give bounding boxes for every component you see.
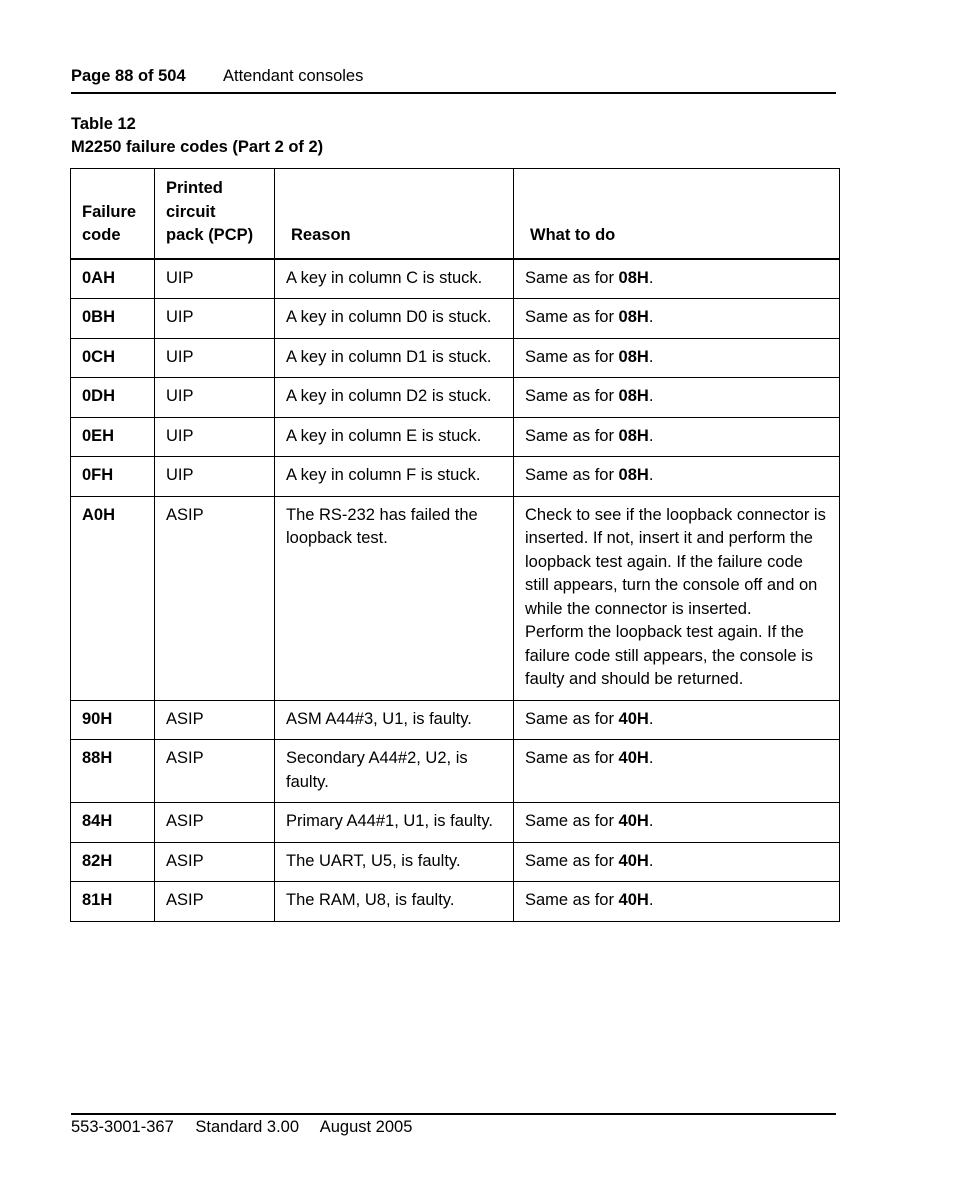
action-reference: 08H (618, 426, 649, 445)
action-cell: Same as for 40H. (514, 803, 840, 843)
table-row (71, 842, 840, 882)
table-row (71, 700, 840, 740)
page-footer (71, 1113, 836, 1137)
reason-cell: A key in column D1 is stuck. (275, 338, 514, 378)
action-paragraph: Perform the loopback test again. If the failure code still appears, the console is faulty and should be returned. (525, 623, 813, 688)
pcp-cell: ASIP (155, 496, 275, 700)
pcp-cell: ASIP (155, 700, 275, 740)
failure-code: 88H (71, 740, 155, 803)
reason-cell: A key in column E is stuck. (275, 417, 514, 457)
table-number: Table 12 (71, 115, 136, 133)
header-what-to-do: What to do (514, 169, 840, 259)
failure-code: 0BH (71, 299, 155, 339)
header-pcp: Printed circuit pack (PCP) (155, 169, 275, 259)
action-cell: Same as for 40H. (514, 740, 840, 803)
failure-code: 0CH (71, 338, 155, 378)
table-row (71, 803, 840, 843)
failure-code: A0H (71, 496, 155, 700)
pcp-cell: UIP (155, 299, 275, 339)
action-reference: 08H (618, 347, 649, 366)
reason-cell: A key in column D2 is stuck. (275, 378, 514, 418)
pcp-cell: ASIP (155, 882, 275, 922)
document-number: 553-3001-367 (71, 1118, 174, 1136)
table-row (71, 378, 840, 418)
failure-code: 0DH (71, 378, 155, 418)
pcp-cell: UIP (155, 338, 275, 378)
action-cell: Same as for 40H. (514, 700, 840, 740)
reason-cell: Primary A44#1, U1, is faulty. (275, 803, 514, 843)
action-cell: Same as for 40H. (514, 882, 840, 922)
reason-cell: The UART, U5, is faulty. (275, 842, 514, 882)
action-reference: 40H (618, 749, 649, 767)
reason-cell: The RS-232 has failed the loopback test. (275, 496, 514, 700)
header-failure-code: Failure code (71, 169, 155, 259)
failure-code: 82H (71, 842, 155, 882)
table-caption (71, 113, 323, 159)
failure-codes-table (70, 168, 840, 922)
action-reference: 08H (618, 387, 649, 405)
failure-code: 0EH (71, 417, 155, 457)
action-reference: 40H (618, 851, 649, 870)
page-number: Page 88 of 504 (71, 67, 186, 85)
action-cell: Same as for 08H. (514, 299, 840, 339)
table-row (71, 338, 840, 378)
action-reference: 40H (618, 812, 649, 830)
page-header (71, 64, 836, 94)
action-paragraph: Check to see if the loopback connector is inserted. If not, insert it and perform the loopback test again. If the failure code still appears, turn the console off and on while the connector is inserted. (525, 505, 826, 618)
pcp-cell: ASIP (155, 803, 275, 843)
table-row (71, 259, 840, 299)
document-standard: Standard 3.00 (195, 1118, 300, 1136)
section-title: Attendant consoles (223, 67, 364, 85)
table-row (71, 740, 840, 803)
reason-cell: The RAM, U8, is faulty. (275, 882, 514, 922)
reason-cell: Secondary A44#2, U2, is faulty. (275, 740, 514, 803)
action-reference: 08H (618, 268, 649, 287)
failure-code: 0FH (71, 457, 155, 497)
action-cell: Same as for 08H. (514, 259, 840, 299)
table-row (71, 299, 840, 339)
table-row (71, 496, 840, 700)
pcp-cell: UIP (155, 417, 275, 457)
action-reference: 40H (618, 891, 649, 909)
failure-code: 90H (71, 700, 155, 740)
pcp-cell: UIP (155, 259, 275, 299)
failure-code: 81H (71, 882, 155, 922)
action-cell: Same as for 08H. (514, 338, 840, 378)
pcp-cell: UIP (155, 457, 275, 497)
action-reference: 08H (618, 466, 649, 484)
action-cell: Same as for 08H. (514, 417, 840, 457)
failure-code: 0AH (71, 259, 155, 299)
failure-code: 84H (71, 803, 155, 843)
action-cell (514, 496, 840, 700)
table-title: M2250 failure codes (Part 2 of 2) (71, 138, 324, 156)
reason-cell: A key in column D0 is stuck. (275, 299, 514, 339)
action-cell: Same as for 08H. (514, 457, 840, 497)
table-row (71, 882, 840, 922)
table-header-row (71, 169, 840, 259)
reason-cell: A key in column F is stuck. (275, 457, 514, 497)
table-row (71, 417, 840, 457)
pcp-cell: ASIP (155, 740, 275, 803)
table-row (71, 457, 840, 497)
header-reason: Reason (275, 169, 514, 259)
action-reference: 40H (618, 709, 649, 728)
action-reference: 08H (618, 308, 649, 326)
document-date: August 2005 (319, 1118, 413, 1136)
pcp-cell: ASIP (155, 842, 275, 882)
action-cell: Same as for 08H. (514, 378, 840, 418)
reason-cell: ASM A44#3, U1, is faulty. (275, 700, 514, 740)
reason-cell: A key in column C is stuck. (275, 259, 514, 299)
action-cell: Same as for 40H. (514, 842, 840, 882)
pcp-cell: UIP (155, 378, 275, 418)
